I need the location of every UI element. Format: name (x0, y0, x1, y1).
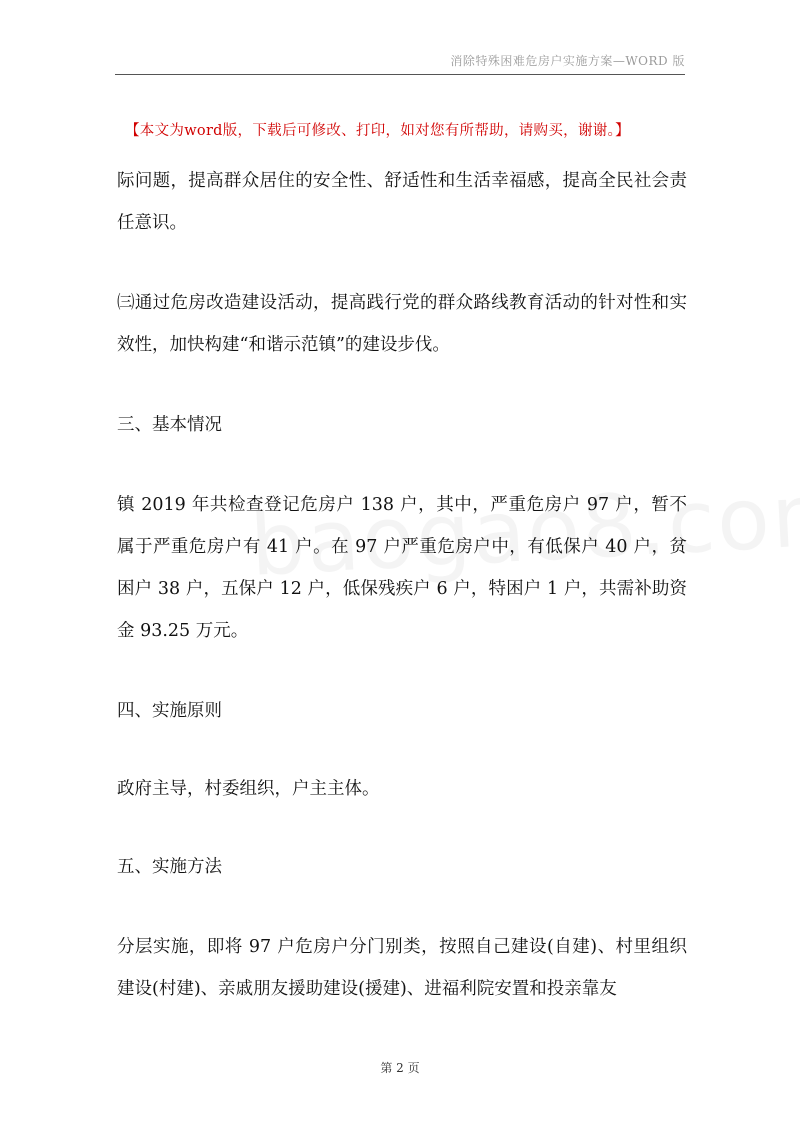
download-notice: 【本文为word版，下载后可修改、打印，如对您有所帮助，请购买，谢谢。】 (125, 123, 630, 139)
paragraph-continuation: 际问题，提高群众居住的安全性、舒适性和生活幸福感，提高全民社会责任意识。 (117, 171, 687, 233)
document-body (117, 160, 687, 1010)
header-title: 消除特殊困难危房户实施方案—WORD 版 (450, 54, 685, 68)
section-heading-basic-situation: 三、基本情况 (117, 415, 222, 435)
section-heading-principles: 四、实施原则 (117, 701, 222, 721)
paragraph-objective-3: ㈢通过危房改造建设活动，提高践行党的群众路线教育活动的针对性和实效性，加快构建“和谐示范镇”的建设步伐。 (117, 293, 687, 355)
section-heading-methods: 五、实施方法 (117, 857, 222, 877)
paragraph-principles: 政府主导，村委组织，户主主体。 (117, 779, 380, 799)
paragraph-basic-situation: 镇 2019 年共检查登记危房户 138 户，其中，严重危房户 97 户，暂不属于严重危房户有 41 户。在 97 户严重危房户中，有低保户 40 户，贫困户 38 户，五保户 12 户，低保残疾户 6 户，特困户 1 户，共需补助资金 93.25 万元。 (117, 495, 687, 641)
paragraph-methods: 分层实施，即将 97 户危房户分门别类，按照自己建设(自建)、村里组织建设(村建)、亲戚朋友援助建设(援建)、进福利院安置和投亲靠友 (117, 937, 687, 999)
header-divider (115, 74, 685, 75)
page-number: 第 2 页 (380, 1061, 420, 1075)
